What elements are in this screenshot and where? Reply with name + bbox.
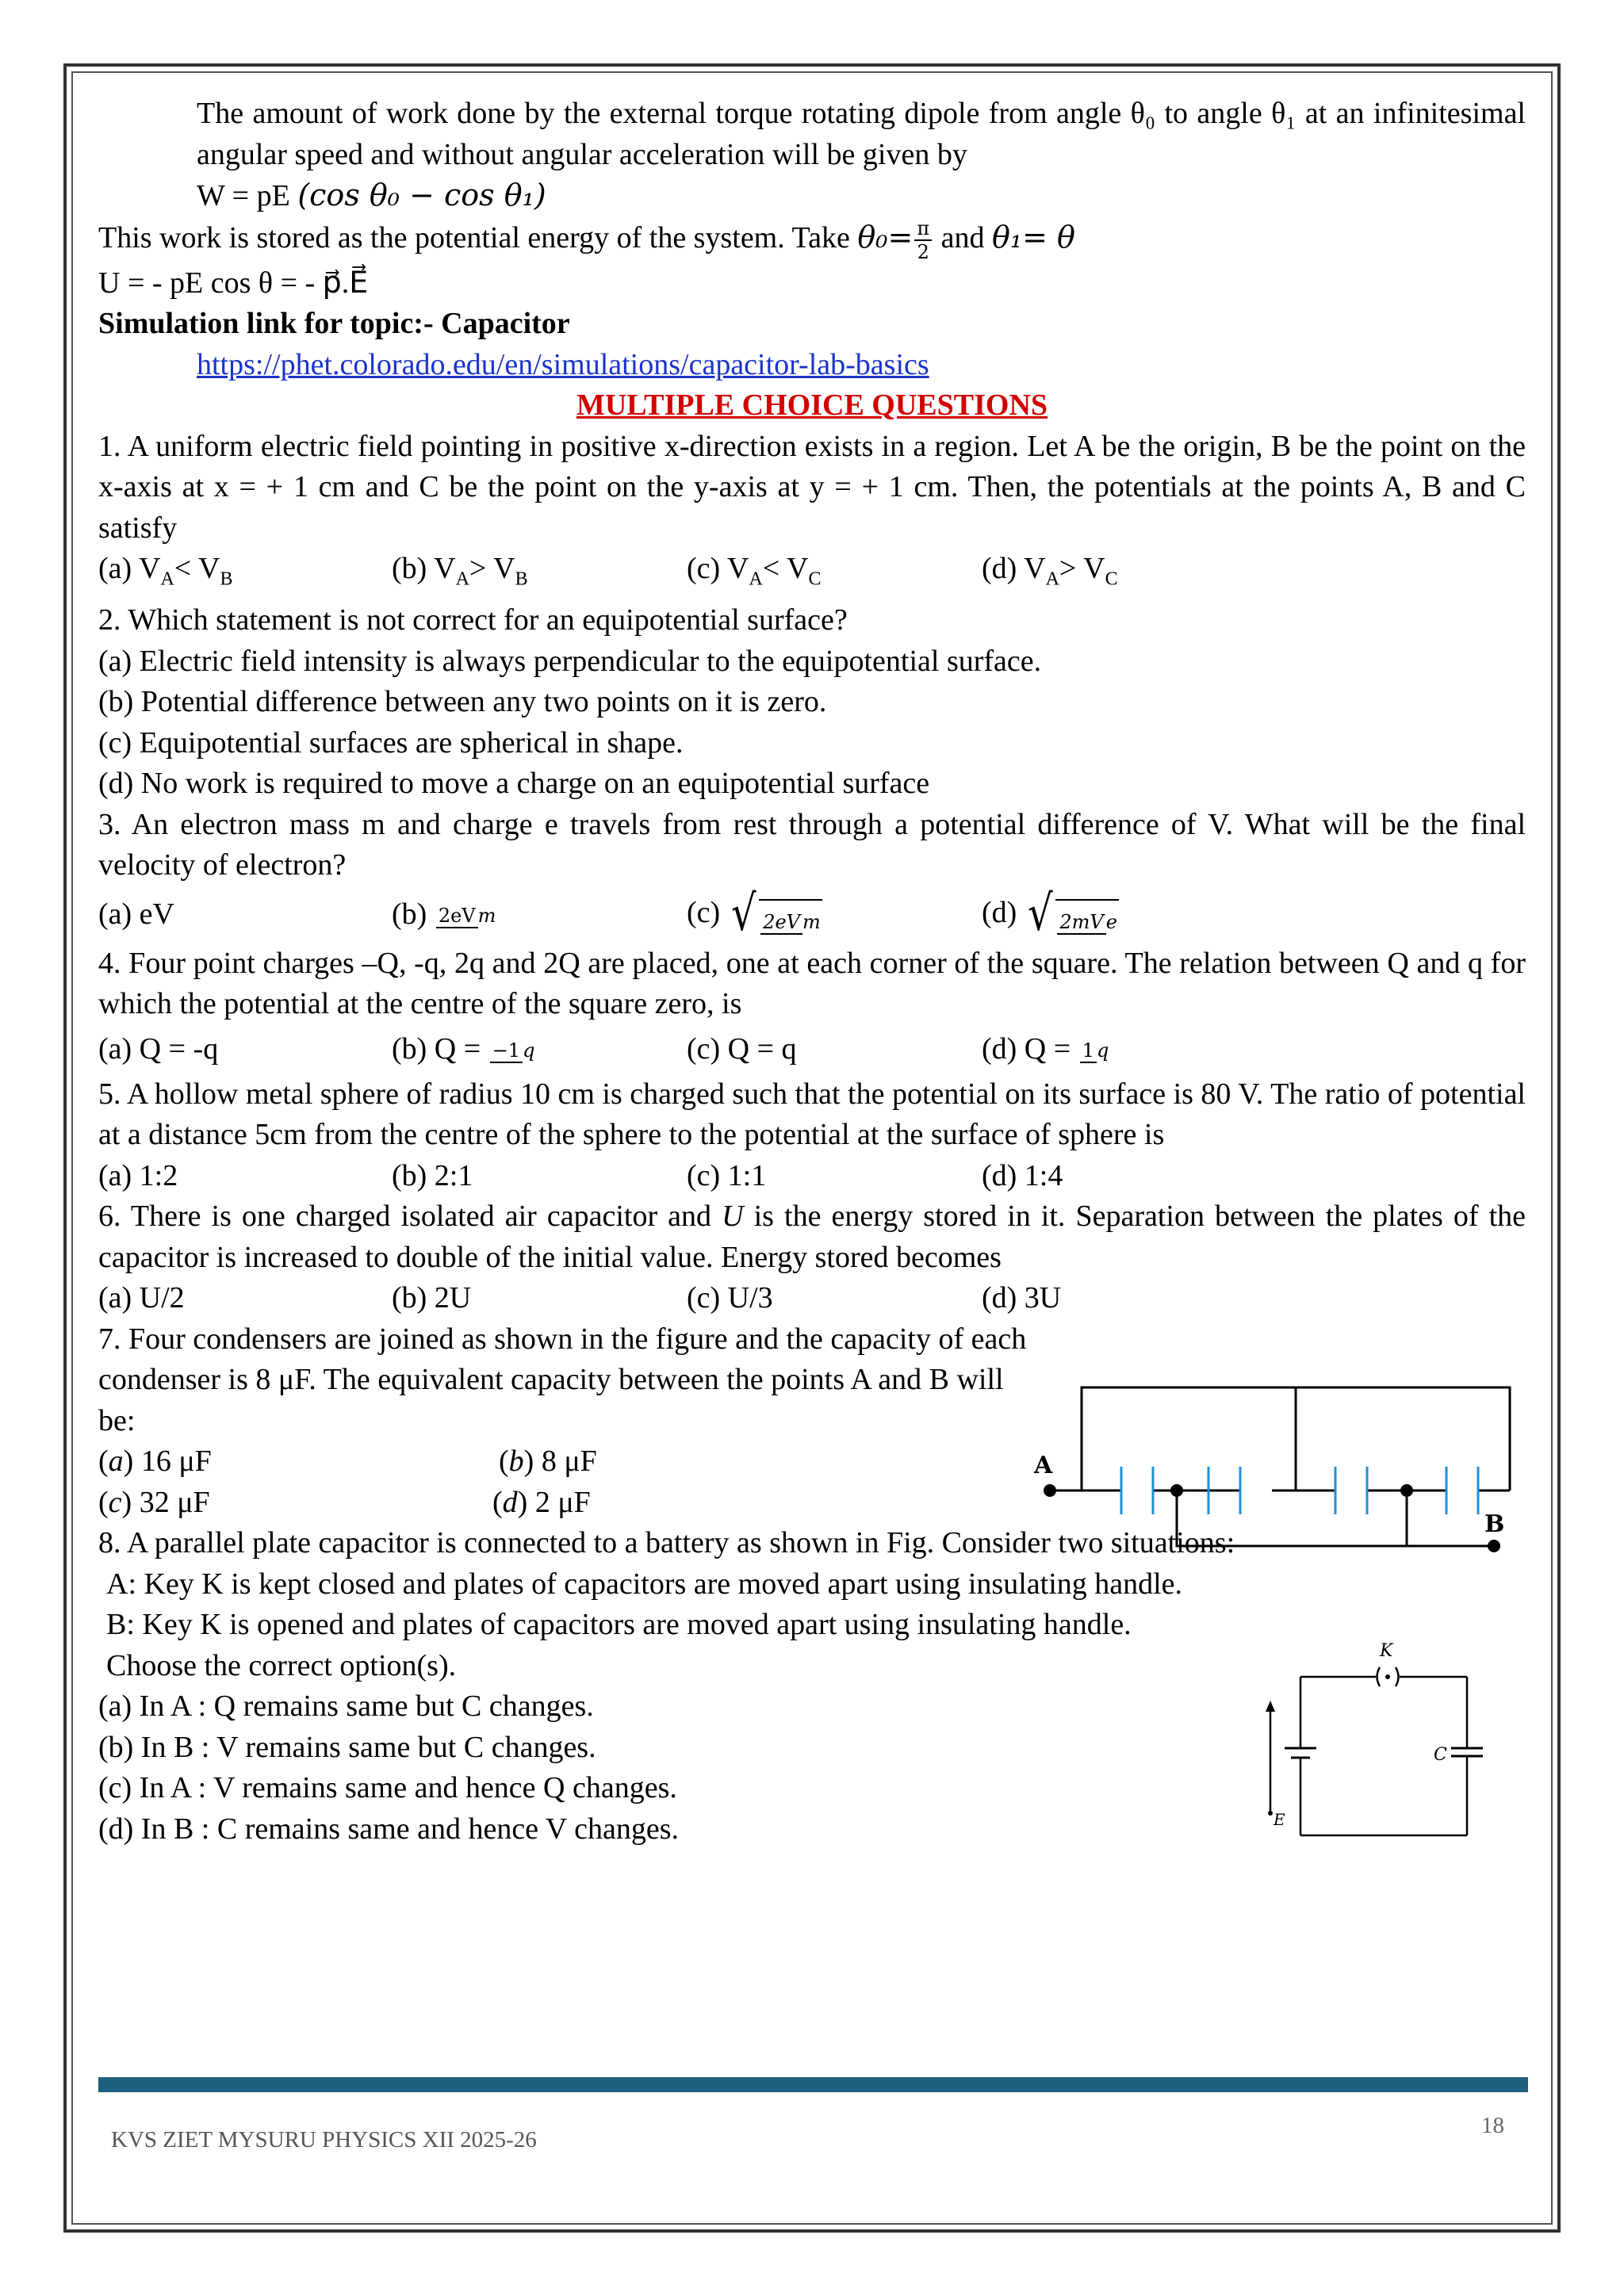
option-d: (d) 1:4 bbox=[982, 1158, 1063, 1192]
option-b: (b) 2U bbox=[392, 1281, 472, 1315]
question-4-options bbox=[98, 1025, 1526, 1074]
point-a-label: A bbox=[1034, 1452, 1053, 1479]
pi-over-two-fraction: $\frac{\pi}{2}$ bbox=[914, 217, 932, 263]
option-b: (b) $V_A> V_B$ bbox=[392, 552, 528, 590]
question-3-options bbox=[98, 883, 1526, 943]
option-a: (a) $V_A< V_B$ bbox=[98, 552, 233, 590]
option-c: (c) $V_A< V_C$ bbox=[687, 552, 822, 590]
point-b-label: B bbox=[1484, 1510, 1505, 1538]
option-c: (c) √ 2eV m bbox=[687, 883, 821, 942]
section-heading: MULTIPLE CHOICE QUESTIONS bbox=[576, 388, 1048, 423]
question-8-situation-b: B: Key K is opened and plates of capacitors are moved apart using insulating handle. bbox=[106, 1608, 1132, 1642]
question-8-text: 8. A parallel plate capacitor is connected to a battery as shown in Fig. Consider two situations: bbox=[98, 1526, 1235, 1560]
capacitor-network-figure bbox=[1018, 1380, 1526, 1578]
option-b: (b) 2eV m bbox=[392, 897, 496, 932]
capacitor-label: C bbox=[1434, 1745, 1447, 1765]
option-a: (a) eV bbox=[98, 897, 174, 932]
question-1-options bbox=[98, 549, 1526, 600]
footer-bar bbox=[98, 2077, 1528, 2092]
emf-label: E bbox=[1274, 1810, 1285, 1829]
simulation-label: Simulation link for topic:- Capacitor bbox=[98, 307, 570, 341]
option-d: (d) Q = 1 q bbox=[982, 1032, 1109, 1066]
question-5-options bbox=[98, 1156, 1526, 1197]
option-a: (a) 1:2 bbox=[98, 1158, 178, 1192]
question-3-text: 3. An electron mass m and charge e travels from rest through a potential difference of V. What will be the final velocity of electron? bbox=[98, 807, 1526, 882]
page-content bbox=[98, 94, 1526, 1850]
question-8-option-c: (c) In A : V remains same and hence Q changes. bbox=[98, 1771, 677, 1805]
question-2-text: 2. Which statement is not correct for an equipotential surface? bbox=[98, 603, 848, 637]
option-c: (c) U/3 bbox=[687, 1281, 773, 1315]
question-5-text: 5. A hollow metal sphere of radius 10 cm is charged such that the potential on its surface is 80 V. The ratio of potential at a distance 5cm from the centre of the sphere to the potential at the surface of sphere is bbox=[98, 1077, 1526, 1152]
option-d: (d) $V_A> V_C$ bbox=[982, 552, 1118, 590]
option-b: (b) 8 μF bbox=[499, 1445, 597, 1479]
question-6-options bbox=[98, 1278, 1526, 1319]
option-c: (c) 32 μF bbox=[98, 1485, 210, 1519]
work-equation: W = pE (cos θ₀ − cos θ₁) bbox=[197, 178, 546, 212]
option-d: (d) 3U bbox=[982, 1281, 1062, 1315]
question-6-text: 6. There is one charged isolated air capacitor and U is the energy stored in it. Separation between the plates of the capacitor is increased to double of the initial value. Energy stored becomes bbox=[98, 1200, 1526, 1274]
simulation-link[interactable]: https://phet.colorado.edu/en/simulations/capacitor-lab-basics bbox=[197, 347, 929, 381]
page-number: 18 bbox=[1481, 2113, 1504, 2138]
option-a: (a) U/2 bbox=[98, 1281, 185, 1315]
intro-paragraph: The amount of work done by the external torque rotating dipole from angle θ₀ to angle θ₁ at an infinitesimal angular speed and without angular acceleration will be given by bbox=[197, 97, 1526, 171]
option-c: (c) 1:1 bbox=[687, 1158, 767, 1192]
option-a: (a) Q = -q bbox=[98, 1032, 219, 1066]
question-2-option-a: (a) Electric field intensity is always perpendicular to the equipotential surface. bbox=[98, 644, 1042, 678]
question-2-option-b: (b) Potential difference between any two points on it is zero. bbox=[98, 685, 827, 719]
footer-text: KVS ZIET MYSURU PHYSICS XII 2025-26 bbox=[111, 2127, 537, 2152]
question-7-text: 7. Four condensers are joined as shown in the figure and the capacity of each condenser is 8 μF. The equivalent capacity between the points A and B will be: bbox=[98, 1322, 1027, 1437]
question-4-text: 4. Four point charges –Q, -q, 2q and 2Q are placed, one at each corner of the square. The relation between Q and q for which the potential at the centre of the square zero, is bbox=[98, 946, 1526, 1021]
option-b: (b) Q = −1 q bbox=[392, 1032, 535, 1066]
option-d: (d) √ 2mV e bbox=[982, 883, 1117, 942]
question-2-option-c: (c) Equipotential surfaces are spherical in shape. bbox=[98, 725, 684, 760]
potential-energy-equation: U = - pE cos θ = - p⃗.E⃗ bbox=[98, 266, 369, 300]
question-8-option-a: (a) In A : Q remains same but C changes. bbox=[98, 1689, 594, 1724]
key-label: K bbox=[1380, 1641, 1393, 1661]
question-2-option-d: (d) No work is required to move a charge on an equipotential surface bbox=[98, 767, 930, 801]
question-8-option-d: (d) In B : C remains same and hence V changes. bbox=[98, 1812, 680, 1846]
potential-energy-statement: This work is stored as the potential energy of the system. Take θ₀= $\frac{\pi}{2}$ and θ₁= θ bbox=[98, 216, 1075, 263]
battery-circuit-figure bbox=[1261, 1637, 1499, 1843]
option-a: (a) 16 μF bbox=[98, 1445, 212, 1479]
question-1-text: 1. A uniform electric field pointing in positive x-direction exists in a region. Let A be the origin, B be the point on the x-axis at x = + 1 cm and C be the point on the y-axis at y = + 1 cm. Then, the potentials at the points A, B and C satisfy bbox=[98, 429, 1526, 545]
simulation-link-row bbox=[98, 345, 1526, 386]
option-b: (b) 2:1 bbox=[392, 1158, 473, 1192]
option-d: (d) 2 μF bbox=[492, 1485, 591, 1519]
question-8-option-b: (b) In B : V remains same but C changes. bbox=[98, 1730, 596, 1764]
question-8-situation-a: A: Key K is kept closed and plates of capacitors are moved apart using insulating handle. bbox=[106, 1567, 1183, 1601]
option-c: (c) Q = q bbox=[687, 1032, 797, 1066]
question-8-choose: Choose the correct option(s). bbox=[106, 1648, 457, 1682]
